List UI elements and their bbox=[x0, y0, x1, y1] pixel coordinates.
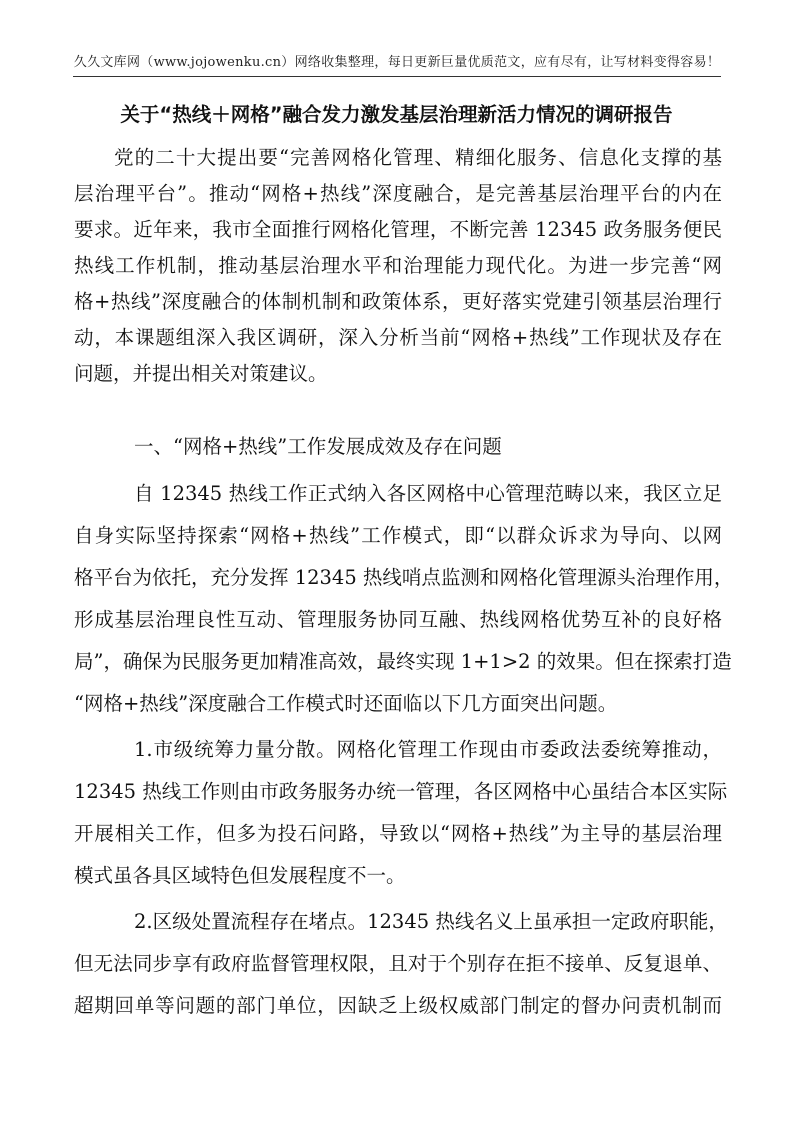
paragraph-line: 要求。近年来，我市全面推行网格化管理，不断完善 12345 政务服务便民 bbox=[74, 218, 722, 241]
paragraph-line: 但无法同步享有政府监督管理权限，且对于个别存在拒不接单、反复退单、 bbox=[74, 952, 722, 975]
paragraph-line: “网格+热线”深度融合工作模式时还面临以下几方面突出问题。 bbox=[74, 692, 618, 715]
document-title: 关于“热线＋网格”融合发力激发基层治理新活力情况的调研报告 bbox=[120, 103, 673, 126]
paragraph-line: 2.区级处置流程存在堵点。12345 热线名义上虽承担一定政府职能， bbox=[134, 910, 728, 933]
header-text: 久久文库网（www.jojowenku.cn）网络收集整理，每日更新巨量优质范文，应有尽有，让写材料变得容易！ bbox=[73, 55, 721, 70]
paragraph-line: 1.市级统筹力量分散。网格化管理工作现由市委政法委统筹推动， bbox=[134, 738, 722, 761]
paragraph-line: 问题，并提出相关对策建议。 bbox=[74, 362, 328, 385]
paragraph-line: 模式虽各具区域特色但发展程度不一。 bbox=[74, 864, 406, 887]
paragraph-line: 党的二十大提出要“完善网格化管理、精细化服务、信息化支撑的基 bbox=[114, 146, 722, 169]
paragraph-line: 形成基层治理良性互动、管理服务协同互融、热线网格优势互补的良好格 bbox=[74, 608, 722, 631]
section-heading: 一、“网格+热线”工作发展成效及存在问题 bbox=[134, 435, 502, 458]
paragraph-line: 自 12345 热线工作正式纳入各区网格中心管理范畴以来，我区立足 bbox=[134, 482, 722, 505]
paragraph-line: 动，本课题组深入我区调研，深入分析当前“网格+热线”工作现状及存在 bbox=[74, 326, 722, 349]
paragraph-line: 格平台为依托，充分发挥 12345 热线哨点监测和网格化管理源头治理作用， bbox=[74, 566, 734, 589]
page-header bbox=[73, 48, 721, 77]
paragraph-line: 自身实际坚持探索“网格+热线”工作模式，即“以群众诉求为导向、以网 bbox=[74, 524, 722, 547]
paragraph-line: 层治理平台”。推动“网格+热线”深度融合，是完善基层治理平台的内在 bbox=[74, 182, 722, 205]
paragraph-line: 格+热线”深度融合的体制机制和政策体系，更好落实党建引领基层治理行 bbox=[74, 290, 722, 313]
paragraph-line: 超期回单等问题的部门单位，因缺乏上级权威部门制定的督办问责机制而 bbox=[74, 994, 722, 1017]
paragraph-line: 12345 热线工作则由市政务服务办统一管理，各区网格中心虽结合本区实际 bbox=[74, 780, 728, 803]
paragraph-line: 局”，确保为民服务更加精准高效，最终实现 1+1>2 的效果。但在探索打造 bbox=[74, 650, 732, 673]
paragraph-line: 热线工作机制，推动基层治理水平和治理能力现代化。为进一步完善“网 bbox=[74, 254, 722, 277]
paragraph-line: 开展相关工作，但多为投石问路，导致以“网格+热线”为主导的基层治理 bbox=[74, 822, 722, 845]
